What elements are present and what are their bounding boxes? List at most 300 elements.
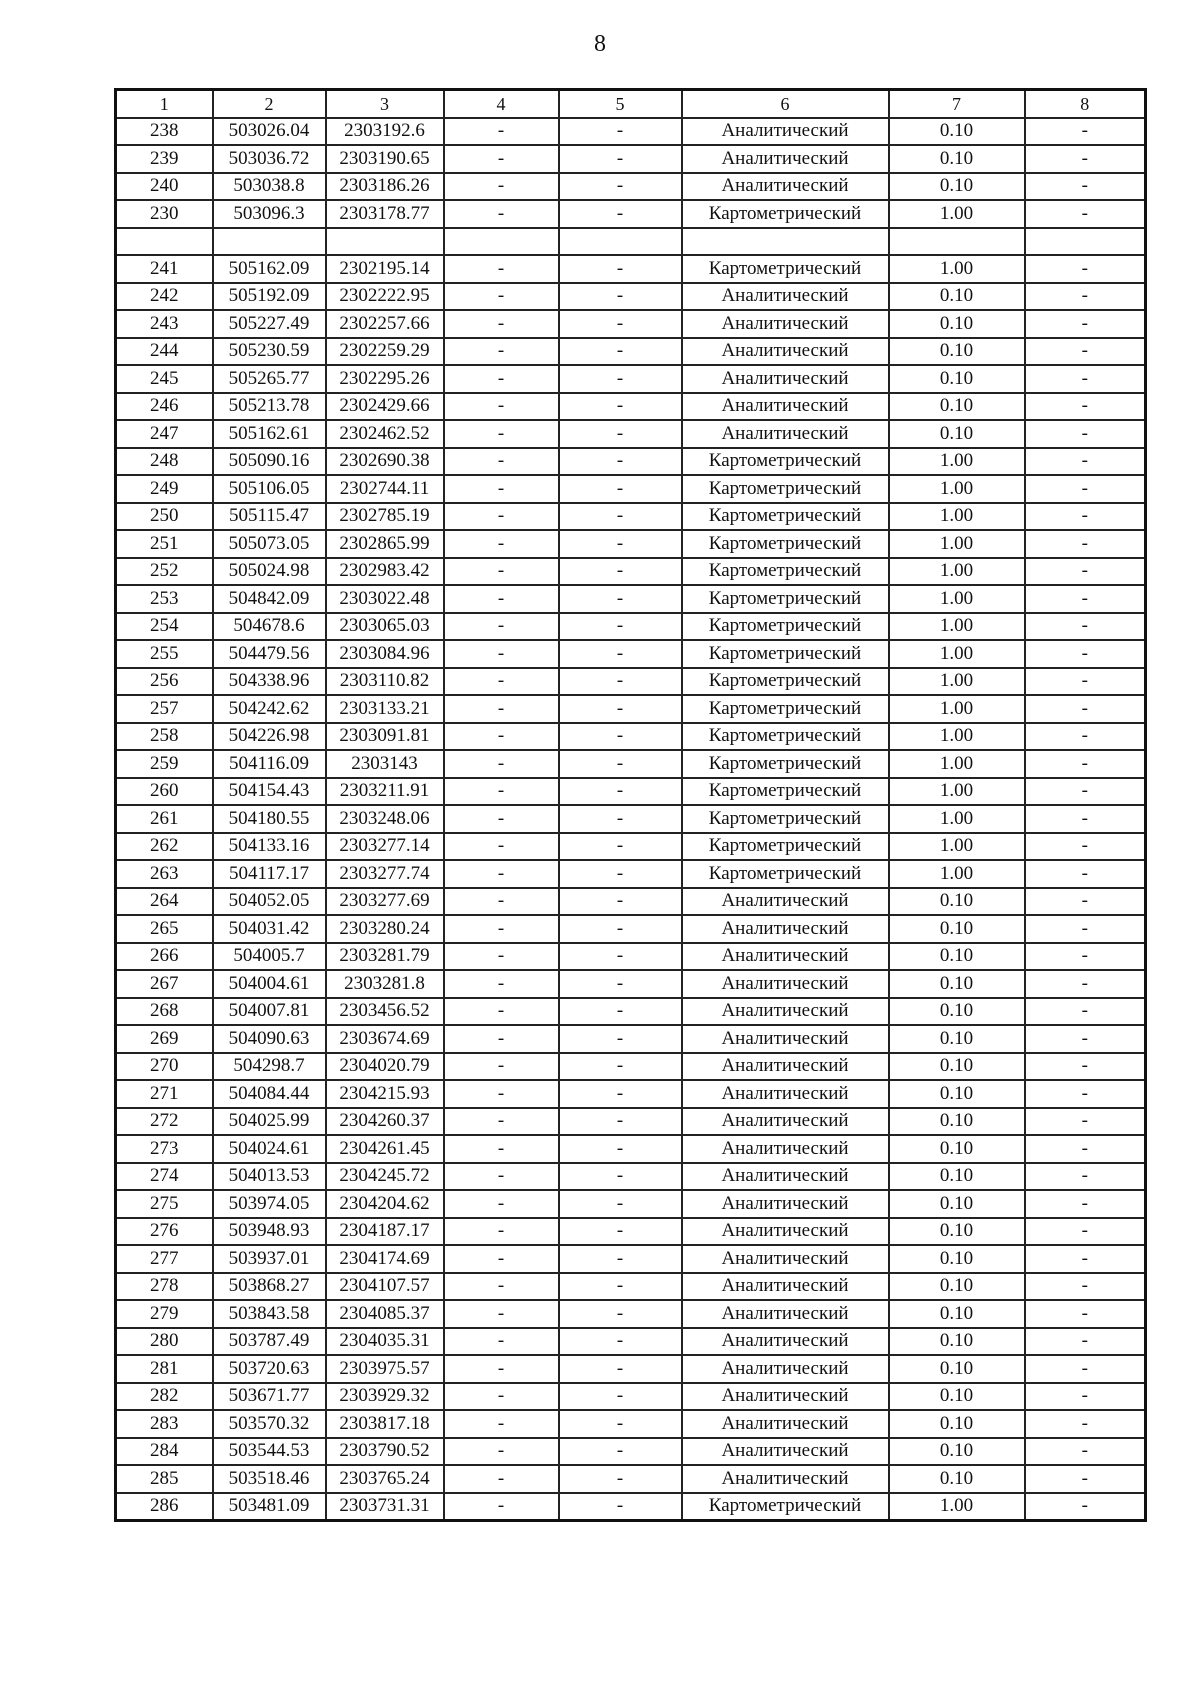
cell-col-8: -	[1025, 365, 1146, 393]
cell-point-number: 248	[116, 448, 213, 476]
cell-method: Аналитический	[682, 283, 889, 311]
cell-col-4: -	[444, 1328, 559, 1356]
cell-coord-y: 2304261.45	[326, 1135, 444, 1163]
cell-coord-x: 504479.56	[213, 640, 326, 668]
table-row	[116, 338, 1146, 366]
column-header-8: 8	[1025, 90, 1146, 118]
cell-accuracy: 0.10	[889, 365, 1025, 393]
table-row	[116, 860, 1146, 888]
table-row	[116, 998, 1146, 1026]
cell-col-8: -	[1025, 1080, 1146, 1108]
cell-coord-x: 504117.17	[213, 860, 326, 888]
cell-method: Аналитический	[682, 1438, 889, 1466]
cell-col-5: -	[559, 145, 682, 173]
table-row	[116, 1410, 1146, 1438]
cell-point-number: 250	[116, 503, 213, 531]
cell-col-4: -	[444, 310, 559, 338]
cell-col-5: -	[559, 805, 682, 833]
cell-coord-x: 504242.62	[213, 695, 326, 723]
cell-coord-x: 504052.05	[213, 888, 326, 916]
cell-method: Аналитический	[682, 118, 889, 146]
table-row	[116, 365, 1146, 393]
cell-col-8: -	[1025, 200, 1146, 228]
cell-coord-y: 2304174.69	[326, 1245, 444, 1273]
cell-coord-y: 2303186.26	[326, 173, 444, 201]
cell-col-8: -	[1025, 283, 1146, 311]
cell-col-4: -	[444, 530, 559, 558]
cell-point-number: 258	[116, 723, 213, 751]
table-row	[116, 145, 1146, 173]
cell-point-number: 259	[116, 750, 213, 778]
cell-col-8: -	[1025, 530, 1146, 558]
table-row	[116, 200, 1146, 228]
table-row	[116, 778, 1146, 806]
cell-point-number: 276	[116, 1218, 213, 1246]
cell-col-8: -	[1025, 1245, 1146, 1273]
cell-col-4: -	[444, 365, 559, 393]
cell-col-5: -	[559, 640, 682, 668]
cell-col-5: -	[559, 200, 682, 228]
cell-coord-y: 2303975.57	[326, 1355, 444, 1383]
cell-method: Аналитический	[682, 1465, 889, 1493]
cell-coord-y: 2304260.37	[326, 1108, 444, 1136]
cell-accuracy: 0.10	[889, 393, 1025, 421]
cell-accuracy: 0.10	[889, 1190, 1025, 1218]
cell-col-4: -	[444, 1438, 559, 1466]
cell-col-8: -	[1025, 860, 1146, 888]
cell-point-number: 265	[116, 915, 213, 943]
cell-method: Картометрический	[682, 613, 889, 641]
table-row	[116, 393, 1146, 421]
cell-col-4: -	[444, 750, 559, 778]
cell-method: Картометрический	[682, 668, 889, 696]
cell-method: Аналитический	[682, 338, 889, 366]
cell-accuracy: 0.10	[889, 943, 1025, 971]
cell-point-number: 247	[116, 420, 213, 448]
cell-accuracy: 0.10	[889, 1300, 1025, 1328]
cell-coord-y: 2302295.26	[326, 365, 444, 393]
cell-col-4: -	[444, 1108, 559, 1136]
cell-coord-y: 2304020.79	[326, 1053, 444, 1081]
table-row	[116, 1300, 1146, 1328]
cell-coord-x: 504004.61	[213, 970, 326, 998]
cell-coord-y: 2304187.17	[326, 1218, 444, 1246]
cell-col-4: -	[444, 173, 559, 201]
cell-col-8: -	[1025, 1135, 1146, 1163]
cell-coord-x: 504005.7	[213, 943, 326, 971]
cell-point-number: 271	[116, 1080, 213, 1108]
cell-col-8: -	[1025, 723, 1146, 751]
cell-method: Аналитический	[682, 1410, 889, 1438]
cell-col-8: -	[1025, 998, 1146, 1026]
cell-point-number: 268	[116, 998, 213, 1026]
cell-coord-y: 2304204.62	[326, 1190, 444, 1218]
cell-point-number: 242	[116, 283, 213, 311]
cell-method: Картометрический	[682, 585, 889, 613]
cell-method: Аналитический	[682, 1080, 889, 1108]
cell-col-5: -	[559, 668, 682, 696]
cell-accuracy: 1.00	[889, 860, 1025, 888]
cell-col-4: -	[444, 1383, 559, 1411]
cell-coord-x: 503868.27	[213, 1273, 326, 1301]
cell-coord-x: 505192.09	[213, 283, 326, 311]
cell-accuracy: 0.10	[889, 118, 1025, 146]
cell-coord-y: 2302222.95	[326, 283, 444, 311]
cell-accuracy: 0.10	[889, 888, 1025, 916]
table-row	[116, 1273, 1146, 1301]
cell-method: Картометрический	[682, 1493, 889, 1521]
cell-coord-y: 2303277.74	[326, 860, 444, 888]
coordinates-table	[114, 88, 1147, 1522]
cell-accuracy: 0.10	[889, 1383, 1025, 1411]
cell-col-8: -	[1025, 1328, 1146, 1356]
cell-coord-y: 2303281.8	[326, 970, 444, 998]
table-row	[116, 585, 1146, 613]
cell-point-number: 266	[116, 943, 213, 971]
cell-col-5	[559, 228, 682, 256]
table-row	[116, 833, 1146, 861]
cell-method: Картометрический	[682, 448, 889, 476]
table-row	[116, 750, 1146, 778]
cell-accuracy: 1.00	[889, 640, 1025, 668]
table-row	[116, 1218, 1146, 1246]
cell-accuracy	[889, 228, 1025, 256]
cell-method: Аналитический	[682, 1328, 889, 1356]
cell-col-5: -	[559, 1493, 682, 1521]
cell-col-8: -	[1025, 943, 1146, 971]
cell-col-5: -	[559, 1025, 682, 1053]
cell-coord-y: 2303178.77	[326, 200, 444, 228]
cell-col-5: -	[559, 1053, 682, 1081]
cell-accuracy: 1.00	[889, 833, 1025, 861]
table-row	[116, 695, 1146, 723]
cell-method: Аналитический	[682, 1025, 889, 1053]
cell-point-number: 245	[116, 365, 213, 393]
cell-coord-x: 504678.6	[213, 613, 326, 641]
cell-point-number: 243	[116, 310, 213, 338]
cell-col-8: -	[1025, 1300, 1146, 1328]
cell-point-number: 273	[116, 1135, 213, 1163]
cell-col-8: -	[1025, 1218, 1146, 1246]
cell-coord-x	[213, 228, 326, 256]
cell-col-8: -	[1025, 503, 1146, 531]
cell-point-number: 260	[116, 778, 213, 806]
cell-col-8: -	[1025, 558, 1146, 586]
cell-col-4: -	[444, 860, 559, 888]
cell-accuracy: 0.10	[889, 915, 1025, 943]
cell-coord-y: 2303674.69	[326, 1025, 444, 1053]
column-header-1: 1	[116, 90, 213, 118]
table-row	[116, 1025, 1146, 1053]
table-row	[116, 503, 1146, 531]
cell-accuracy: 1.00	[889, 585, 1025, 613]
cell-accuracy: 1.00	[889, 448, 1025, 476]
cell-method: Аналитический	[682, 1163, 889, 1191]
cell-col-8: -	[1025, 145, 1146, 173]
cell-method: Картометрический	[682, 805, 889, 833]
cell-method: Аналитический	[682, 943, 889, 971]
cell-coord-y: 2303280.24	[326, 915, 444, 943]
table-row	[116, 723, 1146, 751]
cell-col-8: -	[1025, 695, 1146, 723]
column-header-3: 3	[326, 90, 444, 118]
cell-method: Аналитический	[682, 393, 889, 421]
cell-accuracy: 0.10	[889, 970, 1025, 998]
cell-accuracy: 1.00	[889, 530, 1025, 558]
cell-col-5: -	[559, 998, 682, 1026]
cell-col-5: -	[559, 558, 682, 586]
column-header-7: 7	[889, 90, 1025, 118]
cell-point-number: 275	[116, 1190, 213, 1218]
cell-method: Аналитический	[682, 1053, 889, 1081]
cell-method: Аналитический	[682, 1355, 889, 1383]
column-header-4: 4	[444, 90, 559, 118]
cell-coord-x: 505162.61	[213, 420, 326, 448]
table-row	[116, 1438, 1146, 1466]
cell-col-4: -	[444, 1025, 559, 1053]
cell-col-8: -	[1025, 613, 1146, 641]
cell-point-number: 252	[116, 558, 213, 586]
table-row	[116, 558, 1146, 586]
cell-method: Картометрический	[682, 778, 889, 806]
cell-col-5: -	[559, 365, 682, 393]
cell-col-4: -	[444, 668, 559, 696]
cell-col-4: -	[444, 145, 559, 173]
cell-coord-y: 2302259.29	[326, 338, 444, 366]
cell-col-5: -	[559, 860, 682, 888]
cell-accuracy: 0.10	[889, 1163, 1025, 1191]
table-row	[116, 1053, 1146, 1081]
cell-coord-y: 2303211.91	[326, 778, 444, 806]
cell-method: Аналитический	[682, 1300, 889, 1328]
cell-col-5: -	[559, 283, 682, 311]
cell-col-4: -	[444, 1355, 559, 1383]
cell-accuracy: 1.00	[889, 805, 1025, 833]
cell-col-4: -	[444, 970, 559, 998]
cell-coord-x: 504298.7	[213, 1053, 326, 1081]
cell-col-4: -	[444, 585, 559, 613]
cell-col-5: -	[559, 613, 682, 641]
cell-coord-x: 505073.05	[213, 530, 326, 558]
cell-col-5: -	[559, 723, 682, 751]
cell-coord-y: 2303065.03	[326, 613, 444, 641]
cell-col-8: -	[1025, 475, 1146, 503]
cell-col-5: -	[559, 970, 682, 998]
cell-coord-x: 503544.53	[213, 1438, 326, 1466]
cell-col-4: -	[444, 998, 559, 1026]
table-row	[116, 448, 1146, 476]
cell-coord-x: 504024.61	[213, 1135, 326, 1163]
cell-col-8: -	[1025, 1025, 1146, 1053]
table-row	[116, 1465, 1146, 1493]
cell-accuracy: 0.10	[889, 145, 1025, 173]
cell-coord-y: 2304035.31	[326, 1328, 444, 1356]
cell-accuracy: 0.10	[889, 1135, 1025, 1163]
cell-col-4: -	[444, 1410, 559, 1438]
cell-coord-x: 503038.8	[213, 173, 326, 201]
table-row	[116, 970, 1146, 998]
cell-coord-x: 503948.93	[213, 1218, 326, 1246]
cell-col-4: -	[444, 558, 559, 586]
table-row	[116, 118, 1146, 146]
cell-coord-x: 504084.44	[213, 1080, 326, 1108]
cell-method: Картометрический	[682, 255, 889, 283]
table-row	[116, 530, 1146, 558]
cell-coord-x: 505213.78	[213, 393, 326, 421]
cell-accuracy: 1.00	[889, 200, 1025, 228]
cell-coord-x: 504842.09	[213, 585, 326, 613]
cell-accuracy: 0.10	[889, 1410, 1025, 1438]
cell-coord-y	[326, 228, 444, 256]
cell-accuracy: 0.10	[889, 1053, 1025, 1081]
cell-accuracy: 1.00	[889, 723, 1025, 751]
cell-coord-y: 2302690.38	[326, 448, 444, 476]
cell-coord-x: 504025.99	[213, 1108, 326, 1136]
cell-coord-x: 504031.42	[213, 915, 326, 943]
cell-coord-x: 503787.49	[213, 1328, 326, 1356]
cell-col-5: -	[559, 1465, 682, 1493]
cell-coord-x: 505090.16	[213, 448, 326, 476]
cell-method: Аналитический	[682, 888, 889, 916]
table-row	[116, 613, 1146, 641]
cell-point-number: 269	[116, 1025, 213, 1053]
cell-col-4: -	[444, 255, 559, 283]
cell-method: Аналитический	[682, 1108, 889, 1136]
cell-point-number: 257	[116, 695, 213, 723]
cell-method: Аналитический	[682, 420, 889, 448]
table-row	[116, 173, 1146, 201]
cell-col-5: -	[559, 1383, 682, 1411]
cell-method: Аналитический	[682, 310, 889, 338]
cell-point-number: 253	[116, 585, 213, 613]
column-header-6: 6	[682, 90, 889, 118]
cell-coord-y: 2303248.06	[326, 805, 444, 833]
cell-col-8: -	[1025, 338, 1146, 366]
table-row	[116, 640, 1146, 668]
cell-col-8: -	[1025, 1465, 1146, 1493]
cell-point-number: 282	[116, 1383, 213, 1411]
cell-coord-y: 2303022.48	[326, 585, 444, 613]
cell-coord-x: 503570.32	[213, 1410, 326, 1438]
table-row	[116, 1328, 1146, 1356]
cell-col-8: -	[1025, 915, 1146, 943]
cell-coord-y: 2304085.37	[326, 1300, 444, 1328]
cell-coord-x: 504116.09	[213, 750, 326, 778]
cell-coord-y: 2302195.14	[326, 255, 444, 283]
table-row	[116, 1190, 1146, 1218]
cell-accuracy: 1.00	[889, 503, 1025, 531]
cell-col-5: -	[559, 695, 682, 723]
cell-col-8: -	[1025, 970, 1146, 998]
cell-col-4: -	[444, 283, 559, 311]
cell-point-number: 277	[116, 1245, 213, 1273]
cell-accuracy: 0.10	[889, 1025, 1025, 1053]
cell-point-number: 272	[116, 1108, 213, 1136]
cell-coord-y: 2302429.66	[326, 393, 444, 421]
cell-coord-y: 2303281.79	[326, 943, 444, 971]
cell-method: Аналитический	[682, 998, 889, 1026]
cell-accuracy: 0.10	[889, 1218, 1025, 1246]
cell-point-number: 281	[116, 1355, 213, 1383]
table-row	[116, 310, 1146, 338]
cell-coord-y: 2302983.42	[326, 558, 444, 586]
cell-method: Аналитический	[682, 1135, 889, 1163]
cell-col-4: -	[444, 805, 559, 833]
cell-col-5: -	[559, 1245, 682, 1273]
cell-method: Картометрический	[682, 200, 889, 228]
cell-col-5: -	[559, 1108, 682, 1136]
cell-col-5: -	[559, 833, 682, 861]
cell-method: Аналитический	[682, 970, 889, 998]
table-row	[116, 420, 1146, 448]
cell-coord-x: 505106.05	[213, 475, 326, 503]
cell-col-8: -	[1025, 805, 1146, 833]
cell-col-8: -	[1025, 1163, 1146, 1191]
cell-coord-y: 2304107.57	[326, 1273, 444, 1301]
cell-coord-y: 2303929.32	[326, 1383, 444, 1411]
cell-col-8: -	[1025, 1383, 1146, 1411]
cell-col-4: -	[444, 1080, 559, 1108]
cell-point-number: 267	[116, 970, 213, 998]
cell-col-5: -	[559, 420, 682, 448]
cell-col-5: -	[559, 1300, 682, 1328]
cell-point-number: 239	[116, 145, 213, 173]
table-row	[116, 943, 1146, 971]
cell-col-5: -	[559, 750, 682, 778]
page-number: 8	[594, 31, 606, 57]
header-row	[116, 90, 1146, 118]
cell-method: Аналитический	[682, 1190, 889, 1218]
cell-point-number: 230	[116, 200, 213, 228]
cell-point-number: 254	[116, 613, 213, 641]
cell-coord-x: 503937.01	[213, 1245, 326, 1273]
cell-accuracy: 0.10	[889, 420, 1025, 448]
cell-col-4: -	[444, 1135, 559, 1163]
cell-point-number: 256	[116, 668, 213, 696]
cell-col-4: -	[444, 1190, 559, 1218]
cell-accuracy: 1.00	[889, 668, 1025, 696]
cell-coord-y: 2303731.31	[326, 1493, 444, 1521]
cell-coord-x: 503036.72	[213, 145, 326, 173]
cell-col-4: -	[444, 448, 559, 476]
cell-col-4: -	[444, 503, 559, 531]
cell-method: Аналитический	[682, 1218, 889, 1246]
cell-accuracy: 1.00	[889, 475, 1025, 503]
cell-coord-x: 504013.53	[213, 1163, 326, 1191]
table-row	[116, 1493, 1146, 1521]
cell-accuracy: 0.10	[889, 1245, 1025, 1273]
cell-col-8: -	[1025, 1053, 1146, 1081]
cell-col-8: -	[1025, 778, 1146, 806]
cell-method: Аналитический	[682, 1245, 889, 1273]
cell-col-4: -	[444, 200, 559, 228]
cell-col-4: -	[444, 420, 559, 448]
cell-col-8: -	[1025, 1273, 1146, 1301]
cell-col-5: -	[559, 778, 682, 806]
cell-accuracy: 0.10	[889, 1273, 1025, 1301]
cell-col-5: -	[559, 888, 682, 916]
cell-point-number: 285	[116, 1465, 213, 1493]
cell-col-4: -	[444, 888, 559, 916]
cell-col-4: -	[444, 1218, 559, 1246]
cell-point-number: 263	[116, 860, 213, 888]
cell-coord-y: 2302865.99	[326, 530, 444, 558]
cell-coord-y: 2303765.24	[326, 1465, 444, 1493]
cell-col-8	[1025, 228, 1146, 256]
table-row	[116, 475, 1146, 503]
cell-col-4: -	[444, 1465, 559, 1493]
cell-col-4: -	[444, 393, 559, 421]
